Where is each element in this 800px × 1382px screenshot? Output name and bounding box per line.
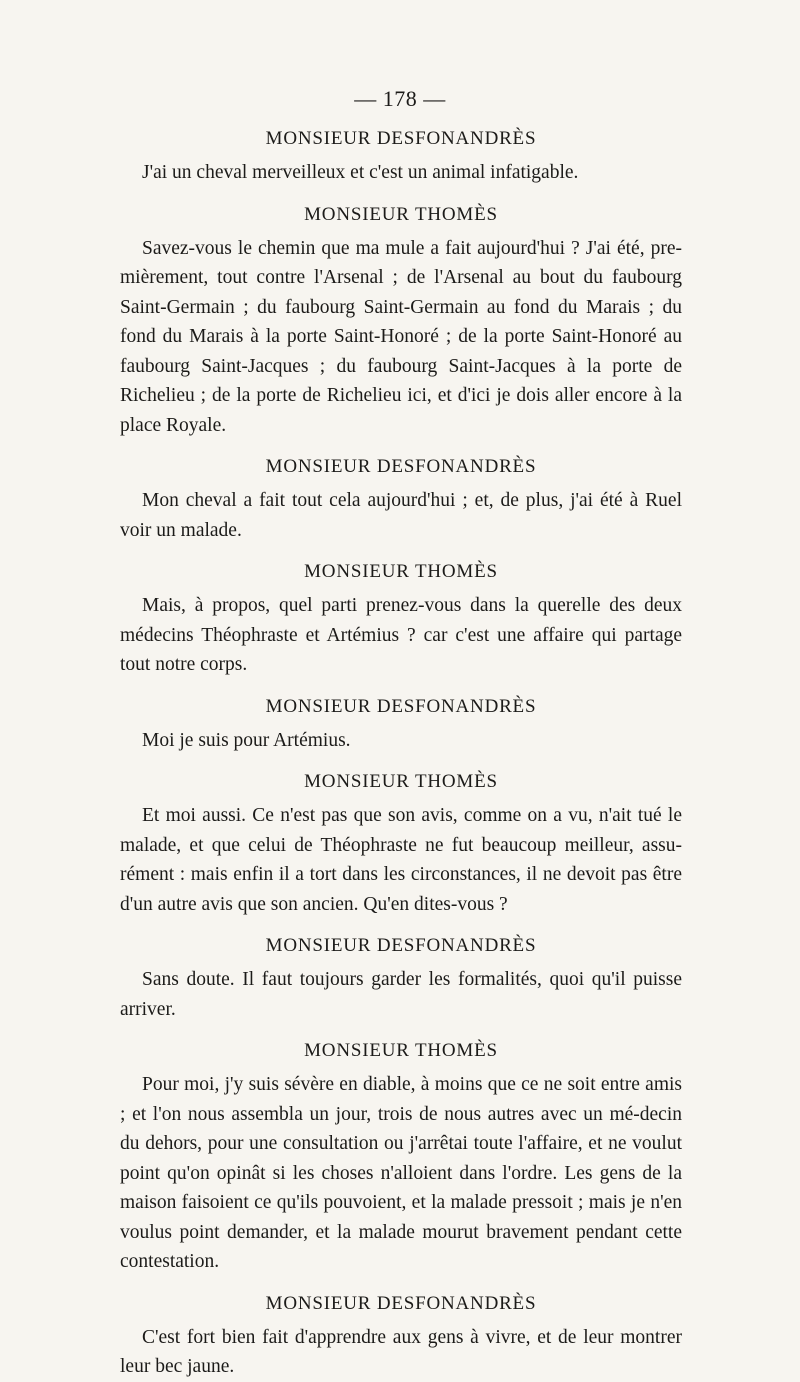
speaker-name: MONSIEUR THOMÈS — [304, 771, 498, 792]
speech-paragraph: C'est fort bien fait d'apprendre aux gens à vivre, et de leur montrer leur bec jaune. — [120, 1326, 682, 1377]
speech-paragraph: J'ai un cheval merveilleux et c'est un animal infatigable. — [142, 162, 579, 183]
speech-paragraph: Sans doute. Il faut toujours garder les formalités, quoi qu'il puisse arriver. — [120, 969, 682, 1020]
speech-paragraph: Savez-vous le chemin que ma mule a fait aujourd'hui ? J'ai été, pre-mièrement, tout contre l'Arsenal ; de l'Arsenal au bout du faubourg Saint-Germain ; du faubourg Saint-Germain au fond du Marais ; du fond du Marais à la porte Saint-Honoré ; de la porte Saint-Honoré au faubourg Saint-Jacques ; du faubourg Saint-Jacques à la porte de Richelieu ; de la porte de Richelieu ici, et d'ici je dois aller encore à la place Royale. — [120, 237, 682, 436]
speaker-name: MONSIEUR DESFONANDRÈS — [265, 128, 537, 149]
speaker-name: MONSIEUR THOMÈS — [304, 1040, 498, 1061]
speaker-name: MONSIEUR THOMÈS — [304, 561, 498, 582]
speaker-name: MONSIEUR DESFONANDRÈS — [265, 695, 537, 717]
page-number: — 178 — — [354, 86, 446, 111]
speaker-name: MONSIEUR DESFONANDRÈS — [265, 935, 537, 956]
dialogue-text — [120, 126, 682, 1382]
speaker-name: MONSIEUR THOMÈS — [304, 203, 498, 225]
speech-paragraph: Et moi aussi. Ce n'est pas que son avis, comme on a vu, n'ait tué le malade, et que celui de Théophraste ne fut beaucoup meilleur, assu-rément : mais enfin il a tort dans les circonstances, il ne devoit pas être d'un autre avis que son ancien. Qu'en dites-vous ? — [120, 805, 682, 915]
speaker-name: MONSIEUR DESFONANDRÈS — [265, 1292, 537, 1314]
speech-paragraph: Mais, à propos, quel parti prenez-vous dans la querelle des deux médecins Théophraste et Artémius ? car c'est une affaire qui partage tout notre corps. — [120, 595, 682, 675]
speech-paragraph: Mon cheval a fait tout cela aujourd'hui ; et, de plus, j'ai été à Ruel voir un malade. — [120, 490, 682, 541]
speech-paragraph: Pour moi, j'y suis sévère en diable, à moins que ce ne soit entre amis ; et l'on nous assembla un jour, trois de nous autres avec un mé-decin du dehors, pour une consultation ou j'arrêtai toute l'affaire, et ne voulut point qu'on opinât si les choses n'alloient dans l'ordre. Les gens de la maison faisoient ce qu'ils pouvoient, et la malade pressoit ; mais je n'en voulus point demander, et la malade mourut bravement pendant cette contestation. — [120, 1074, 682, 1272]
speaker-name: MONSIEUR DESFONANDRÈS — [265, 456, 537, 477]
speech-paragraph: Moi je suis pour Artémius. — [142, 729, 351, 751]
